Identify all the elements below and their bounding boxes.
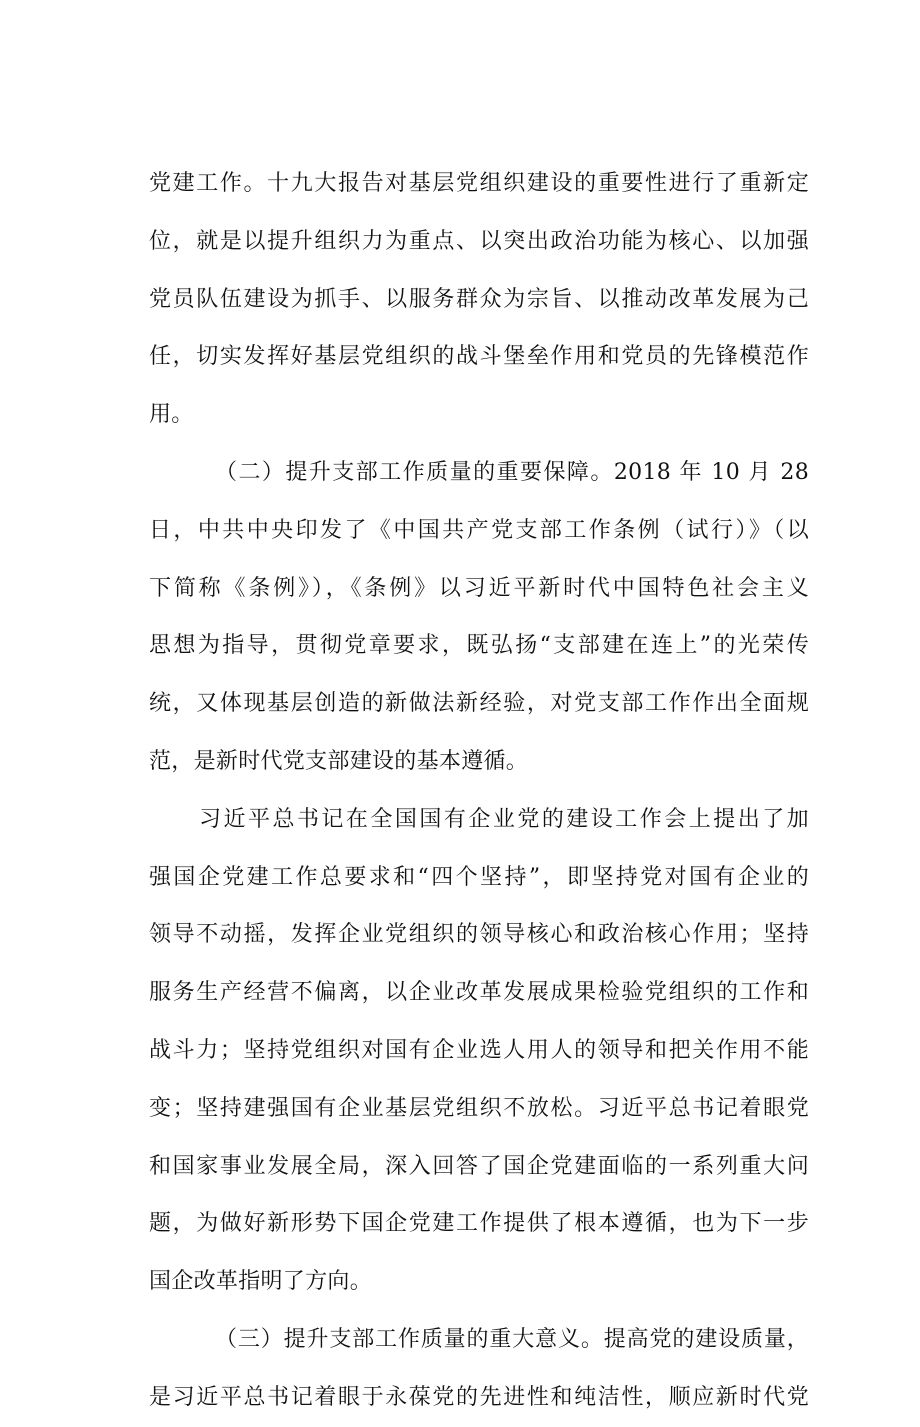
- text-line: 国企改革指明了方向。: [149, 1269, 373, 1295]
- text-line: 战斗力；坚持党组织对国有企业选人用人的领导和把关作用不能: [149, 1037, 809, 1063]
- text-line: 用。: [149, 402, 194, 428]
- document-body: [149, 155, 809, 1427]
- text-line: 领导不动摇，发挥企业党组织的领导核心和政治核心作用；坚持: [149, 922, 809, 948]
- text-line: 题，为做好新形势下国企党建工作提供了根本遵循，也为下一步: [149, 1211, 809, 1237]
- paragraph-start-line: 习近平总书记在全国国有企业党的建设工作会上提出了加: [199, 806, 809, 832]
- text-line: 强国企党建工作总要求和“四个坚持”，即坚持党对国有企业的: [149, 864, 809, 890]
- section-heading-line: （三）提升支部工作质量的重大意义。提高党的建设质量，: [215, 1326, 809, 1352]
- text-line: 变；坚持建强国有企业基层党组织不放松。习近平总书记着眼党: [149, 1095, 809, 1121]
- section-heading-line: （二）提升支部工作质量的重要保障。2018 年 10 月 28: [215, 459, 809, 485]
- text-line: 服务生产经营不偏离，以企业改革发展成果检验党组织的工作和: [149, 980, 809, 1006]
- text-line: 统，又体现基层创造的新做法新经验，对党支部工作作出全面规: [149, 691, 809, 717]
- text-line: 党建工作。十九大报告对基层党组织建设的重要性进行了重新定: [149, 171, 809, 196]
- text-line: 范，是新时代党支部建设的基本遵循。: [149, 748, 529, 774]
- text-line: 日，中共中央印发了《中国共产党支部工作条例（试行）》（以: [149, 517, 809, 543]
- text-line: 位，就是以提升组织力为重点、以突出政治功能为核心、以加强: [149, 228, 809, 254]
- text-line: 是习近平总书记着眼于永葆党的先进性和纯洁性，顺应新时代党: [149, 1384, 809, 1410]
- text-line: 和国家事业发展全局，深入回答了国企党建面临的一系列重大问: [149, 1153, 809, 1179]
- text-line: 党员队伍建设为抓手、以服务群众为宗旨、以推动改革发展为己: [149, 286, 809, 312]
- text-line: 思想为指导，贯彻党章要求，既弘扬“支部建在连上”的光荣传: [149, 633, 809, 659]
- text-line: 下简称《条例》），《条例》以习近平新时代中国特色社会主义: [149, 575, 809, 601]
- text-line: 任，切实发挥好基层党组织的战斗堡垒作用和党员的先锋模范作: [149, 344, 809, 370]
